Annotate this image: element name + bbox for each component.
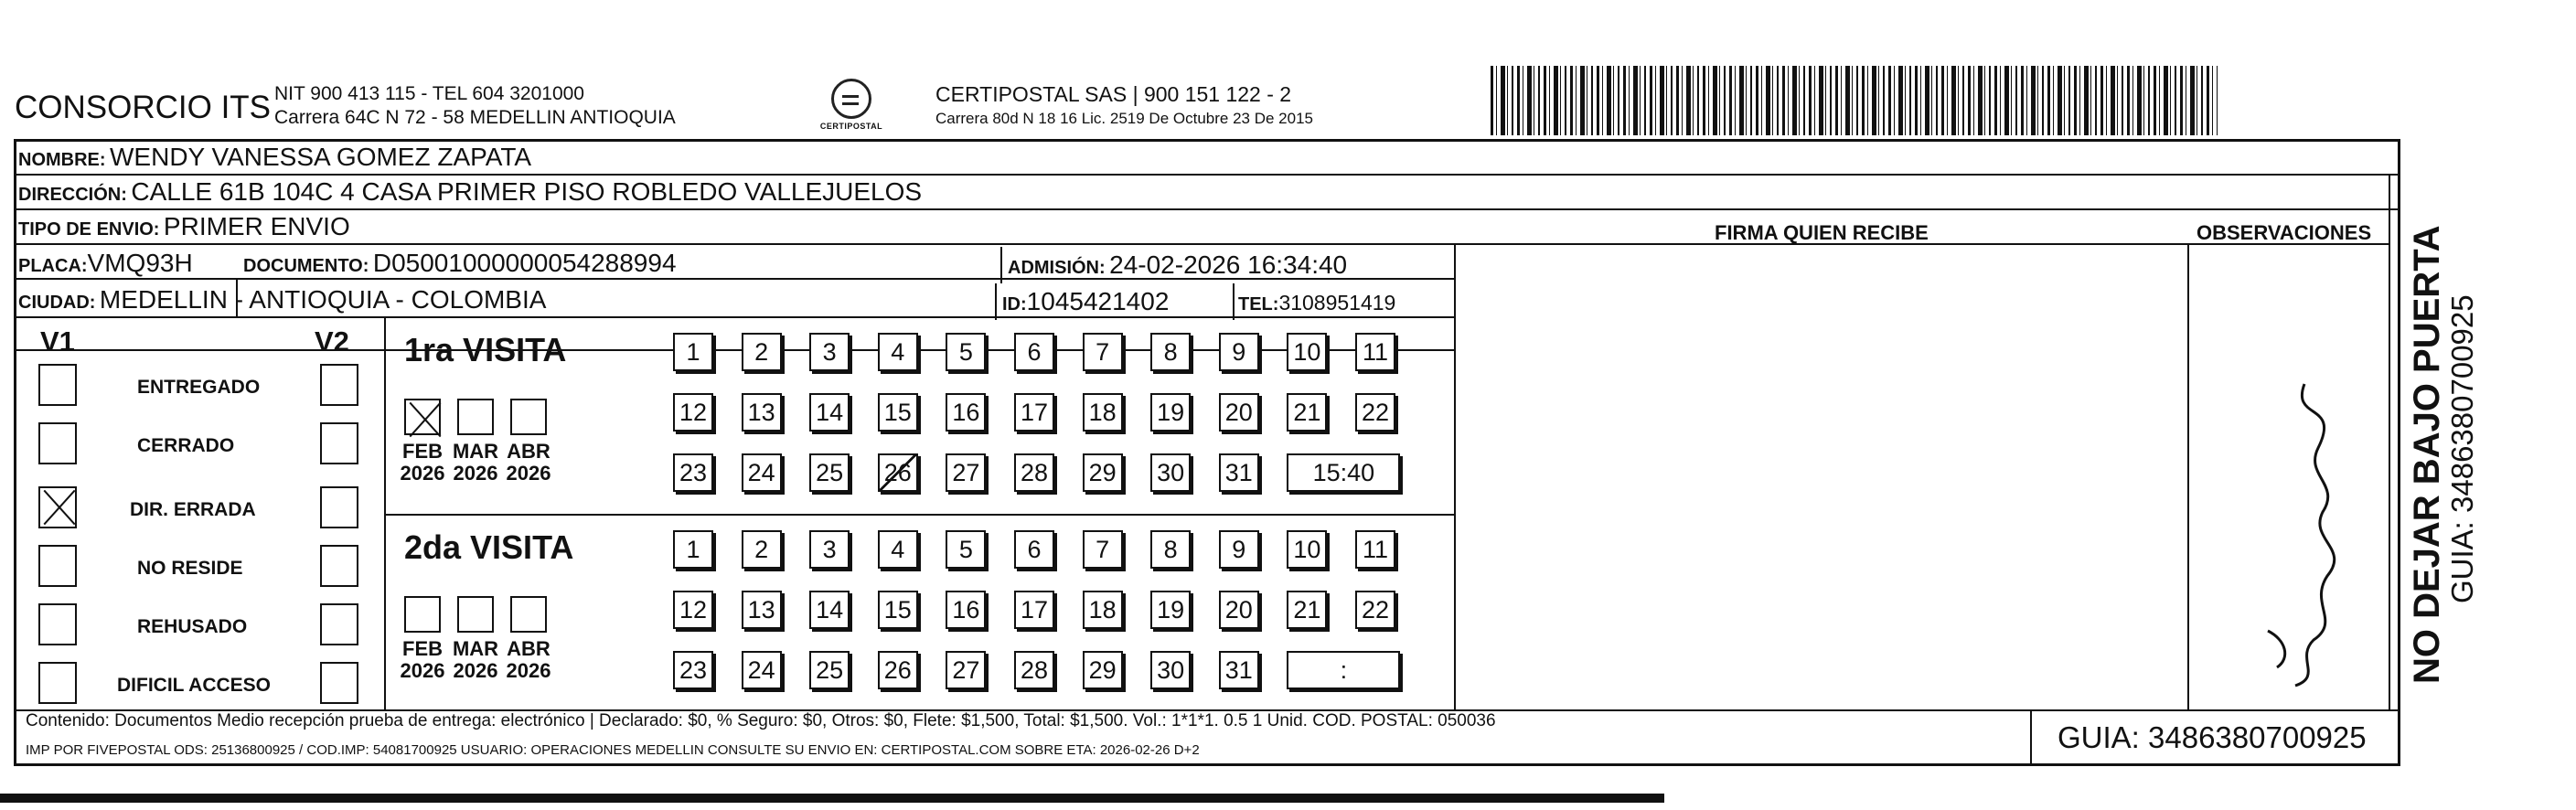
handwritten-signature bbox=[2204, 366, 2378, 695]
day-box[interactable]: 17 bbox=[1014, 591, 1054, 629]
no-dejar-label: NO DEJAR BAJO PUERTA bbox=[2407, 225, 2447, 684]
month-checkbox[interactable] bbox=[510, 596, 547, 633]
documento-row bbox=[243, 249, 677, 278]
day-box[interactable]: 28 bbox=[1014, 453, 1054, 492]
tel-row bbox=[1238, 291, 1395, 315]
month-name: MAR bbox=[452, 637, 499, 660]
company-info bbox=[274, 82, 676, 130]
day-box[interactable]: 19 bbox=[1150, 393, 1191, 432]
day-box[interactable]: 28 bbox=[1014, 651, 1054, 689]
day-box[interactable]: 19 bbox=[1150, 591, 1191, 629]
tipo-label: TIPO DE ENVIO: bbox=[18, 219, 160, 240]
month-year: 2026 bbox=[400, 462, 445, 485]
day-box[interactable]: 27 bbox=[946, 651, 986, 689]
day-box[interactable]: 27 bbox=[946, 453, 986, 492]
day-box[interactable]: 31 bbox=[1219, 651, 1259, 689]
v2-checkbox[interactable] bbox=[320, 364, 358, 406]
day-box[interactable]: 7 bbox=[1083, 333, 1123, 371]
barcode bbox=[1491, 66, 2218, 135]
v2-checkbox[interactable] bbox=[320, 545, 358, 587]
footer-contenido: Contenido: Documentos Medio recepción prueba de entrega: electrónico | Declarado: $0, % Seguro: $0, Otros: $0, Flete: $1,500, Total: $1,500. Vol.: 1*1*1. 0.5 1 Unid. COD. POSTAL: 050036 bbox=[26, 711, 1496, 730]
status-label: CERRADO bbox=[137, 435, 235, 456]
v1-checkbox[interactable] bbox=[38, 364, 77, 406]
day-box[interactable]: 9 bbox=[1219, 333, 1259, 371]
month-year: 2026 bbox=[453, 659, 498, 682]
month-label bbox=[397, 638, 448, 682]
tel-value: 3108951419 bbox=[1278, 291, 1396, 314]
day-box[interactable]: 11 bbox=[1355, 530, 1395, 569]
admision-label: ADMISIÓN: bbox=[1008, 258, 1106, 278]
day-box[interactable]: 4 bbox=[878, 333, 918, 371]
month-label bbox=[503, 638, 554, 682]
day-box[interactable]: 14 bbox=[809, 393, 850, 432]
day-box[interactable]: 13 bbox=[742, 393, 782, 432]
day-box[interactable]: 26 bbox=[878, 453, 918, 492]
day-box[interactable]: 2 bbox=[742, 333, 782, 371]
status-label: DIFICIL ACCESO bbox=[117, 675, 272, 696]
certipostal-logo bbox=[814, 79, 889, 131]
day-box[interactable]: 15 bbox=[878, 591, 918, 629]
admision-value: 24-02-2026 16:34:40 bbox=[1109, 250, 1348, 279]
day-box[interactable]: 3 bbox=[809, 333, 850, 371]
day-box[interactable]: 22 bbox=[1355, 591, 1395, 629]
day-box[interactable]: 9 bbox=[1219, 530, 1259, 569]
nombre-value: WENDY VANESSA GOMEZ ZAPATA bbox=[110, 143, 532, 171]
observaciones-header: OBSERVACIONES bbox=[2197, 221, 2372, 244]
day-box[interactable]: 25 bbox=[809, 453, 850, 492]
time-box[interactable]: : bbox=[1287, 651, 1400, 689]
v2-checkbox[interactable] bbox=[320, 486, 358, 528]
day-box[interactable]: 7 bbox=[1083, 530, 1123, 569]
day-box[interactable]: 21 bbox=[1287, 591, 1327, 629]
v2-checkbox[interactable] bbox=[320, 422, 358, 464]
nombre-label: NOMBRE: bbox=[18, 150, 106, 170]
day-box[interactable]: 5 bbox=[946, 530, 986, 569]
day-box[interactable]: 29 bbox=[1083, 651, 1123, 689]
certipostal-address: Carrera 80d N 18 16 Lic. 2519 De Octubre 23 De 2015 bbox=[935, 110, 1313, 127]
day-box[interactable]: 13 bbox=[742, 591, 782, 629]
status-label: DIR. ERRADA bbox=[130, 499, 256, 520]
day-box[interactable]: 15 bbox=[878, 393, 918, 432]
day-box[interactable]: 1 bbox=[673, 530, 713, 569]
id-label: ID: bbox=[1002, 294, 1027, 314]
month-label bbox=[450, 441, 501, 485]
v2-header: V2 bbox=[315, 325, 349, 357]
ciudad-row bbox=[18, 285, 546, 314]
form-frame bbox=[14, 139, 2400, 766]
status-label: ENTREGADO bbox=[137, 377, 261, 398]
bottom-edge-shadow bbox=[0, 794, 1664, 803]
day-box[interactable]: 3 bbox=[809, 530, 850, 569]
logo-icon bbox=[831, 79, 871, 119]
direccion-value: CALLE 61B 104C 4 CASA PRIMER PISO ROBLEDO VALLEJUELOS bbox=[131, 177, 923, 206]
day-box[interactable]: 12 bbox=[673, 591, 713, 629]
tipo-row bbox=[18, 212, 350, 241]
visit-title: 1ra VISITA bbox=[404, 331, 567, 368]
month-checkbox[interactable] bbox=[457, 596, 494, 633]
day-box[interactable]: 4 bbox=[878, 530, 918, 569]
day-box[interactable]: 23 bbox=[673, 651, 713, 689]
tel-label: TEL: bbox=[1238, 294, 1279, 314]
v1-checkbox[interactable] bbox=[38, 662, 77, 704]
documento-label: DOCUMENTO: bbox=[243, 256, 369, 276]
day-box[interactable]: 6 bbox=[1014, 530, 1054, 569]
month-year: 2026 bbox=[506, 462, 551, 485]
day-box[interactable]: 1 bbox=[673, 333, 713, 371]
visit-title: 2da VISITA bbox=[404, 528, 574, 566]
day-box[interactable]: 18 bbox=[1083, 393, 1123, 432]
v1-checkbox[interactable] bbox=[38, 486, 77, 528]
tipo-value: PRIMER ENVIO bbox=[163, 212, 350, 240]
day-box[interactable]: 22 bbox=[1355, 393, 1395, 432]
day-box[interactable]: 17 bbox=[1014, 393, 1054, 432]
day-box[interactable]: 14 bbox=[809, 591, 850, 629]
day-box[interactable]: 21 bbox=[1287, 393, 1327, 432]
id-row bbox=[1002, 287, 1169, 316]
day-box[interactable]: 29 bbox=[1083, 453, 1123, 492]
day-box[interactable]: 30 bbox=[1150, 651, 1191, 689]
direccion-label: DIRECCIÓN: bbox=[18, 185, 127, 205]
month-name: ABR bbox=[507, 440, 550, 463]
month-year: 2026 bbox=[400, 659, 445, 682]
time-box[interactable]: 15:40 bbox=[1287, 453, 1400, 492]
month-checkbox[interactable] bbox=[404, 399, 441, 435]
status-label: REHUSADO bbox=[137, 616, 248, 637]
month-name: MAR bbox=[452, 440, 499, 463]
day-box[interactable]: 30 bbox=[1150, 453, 1191, 492]
status-label: NO RESIDE bbox=[137, 558, 243, 579]
documento-value: D05001000000054288994 bbox=[372, 249, 677, 277]
day-box[interactable]: 5 bbox=[946, 333, 986, 371]
month-checkbox[interactable] bbox=[457, 399, 494, 435]
footer-guia: GUIA: 3486380700925 bbox=[2058, 720, 2367, 754]
admision-row bbox=[1008, 250, 1347, 280]
v1-checkbox[interactable] bbox=[38, 603, 77, 645]
day-box[interactable]: 20 bbox=[1219, 591, 1259, 629]
month-checkbox[interactable] bbox=[404, 596, 441, 633]
month-label bbox=[450, 638, 501, 682]
day-box[interactable]: 16 bbox=[946, 393, 986, 432]
day-box[interactable]: 24 bbox=[742, 651, 782, 689]
nit-line: NIT 900 413 115 - TEL 604 3201000 bbox=[274, 83, 584, 104]
day-box[interactable]: 11 bbox=[1355, 333, 1395, 371]
month-label bbox=[503, 441, 554, 485]
address-line: Carrera 64C N 72 - 58 MEDELLIN ANTIOQUIA bbox=[274, 107, 676, 128]
v1-checkbox[interactable] bbox=[38, 422, 77, 464]
placa-value: VMQ93H bbox=[87, 249, 193, 277]
day-box[interactable]: 16 bbox=[946, 591, 986, 629]
direccion-row bbox=[18, 177, 922, 207]
day-box[interactable]: 8 bbox=[1150, 530, 1191, 569]
id-value: 1045421402 bbox=[1026, 287, 1170, 315]
v1-checkbox[interactable] bbox=[38, 545, 77, 587]
v2-checkbox[interactable] bbox=[320, 603, 358, 645]
day-box[interactable]: 31 bbox=[1219, 453, 1259, 492]
month-year: 2026 bbox=[506, 659, 551, 682]
nombre-row bbox=[18, 143, 531, 172]
month-year: 2026 bbox=[453, 462, 498, 485]
day-box[interactable]: 20 bbox=[1219, 393, 1259, 432]
ciudad-value: MEDELLIN - ANTIOQUIA - COLOMBIA bbox=[99, 285, 547, 314]
certipostal-line: CERTIPOSTAL SAS | 900 151 122 - 2 bbox=[935, 82, 1292, 106]
day-box[interactable]: 24 bbox=[742, 453, 782, 492]
day-box[interactable]: 26 bbox=[878, 651, 918, 689]
day-box[interactable]: 10 bbox=[1287, 333, 1327, 371]
day-box[interactable]: 8 bbox=[1150, 333, 1191, 371]
month-name: FEB bbox=[402, 440, 443, 463]
logo-text: CERTIPOSTAL bbox=[819, 122, 883, 131]
side-guia: GUIA: 3486380700925 bbox=[2445, 294, 2479, 603]
day-box[interactable]: 12 bbox=[673, 393, 713, 432]
day-box[interactable]: 18 bbox=[1083, 591, 1123, 629]
day-box[interactable]: 6 bbox=[1014, 333, 1054, 371]
day-box[interactable]: 2 bbox=[742, 530, 782, 569]
month-label bbox=[397, 441, 448, 485]
day-box[interactable]: 23 bbox=[673, 453, 713, 492]
company-name: CONSORCIO ITS bbox=[15, 90, 272, 125]
v2-checkbox[interactable] bbox=[320, 662, 358, 704]
placa-row bbox=[18, 249, 193, 278]
month-name: FEB bbox=[402, 637, 443, 660]
month-checkbox[interactable] bbox=[510, 399, 547, 435]
v1-header: V1 bbox=[40, 325, 75, 357]
firma-header: FIRMA QUIEN RECIBE bbox=[1715, 221, 1929, 244]
day-box[interactable]: 25 bbox=[809, 651, 850, 689]
ciudad-label: CIUDAD: bbox=[18, 293, 96, 313]
day-box[interactable]: 10 bbox=[1287, 530, 1327, 569]
footer-imp: IMP POR FIVEPOSTAL ODS: 25136800925 / COD.IMP: 54081700925 USUARIO: OPERACIONES MEDELLIN CONSULTE SU ENVIO EN: CERTIPOSTAL.COM SOBRE ETA: 2026-02-26 D+2 bbox=[26, 742, 1200, 758]
placa-label: PLACA: bbox=[18, 256, 88, 276]
month-name: ABR bbox=[507, 637, 550, 660]
